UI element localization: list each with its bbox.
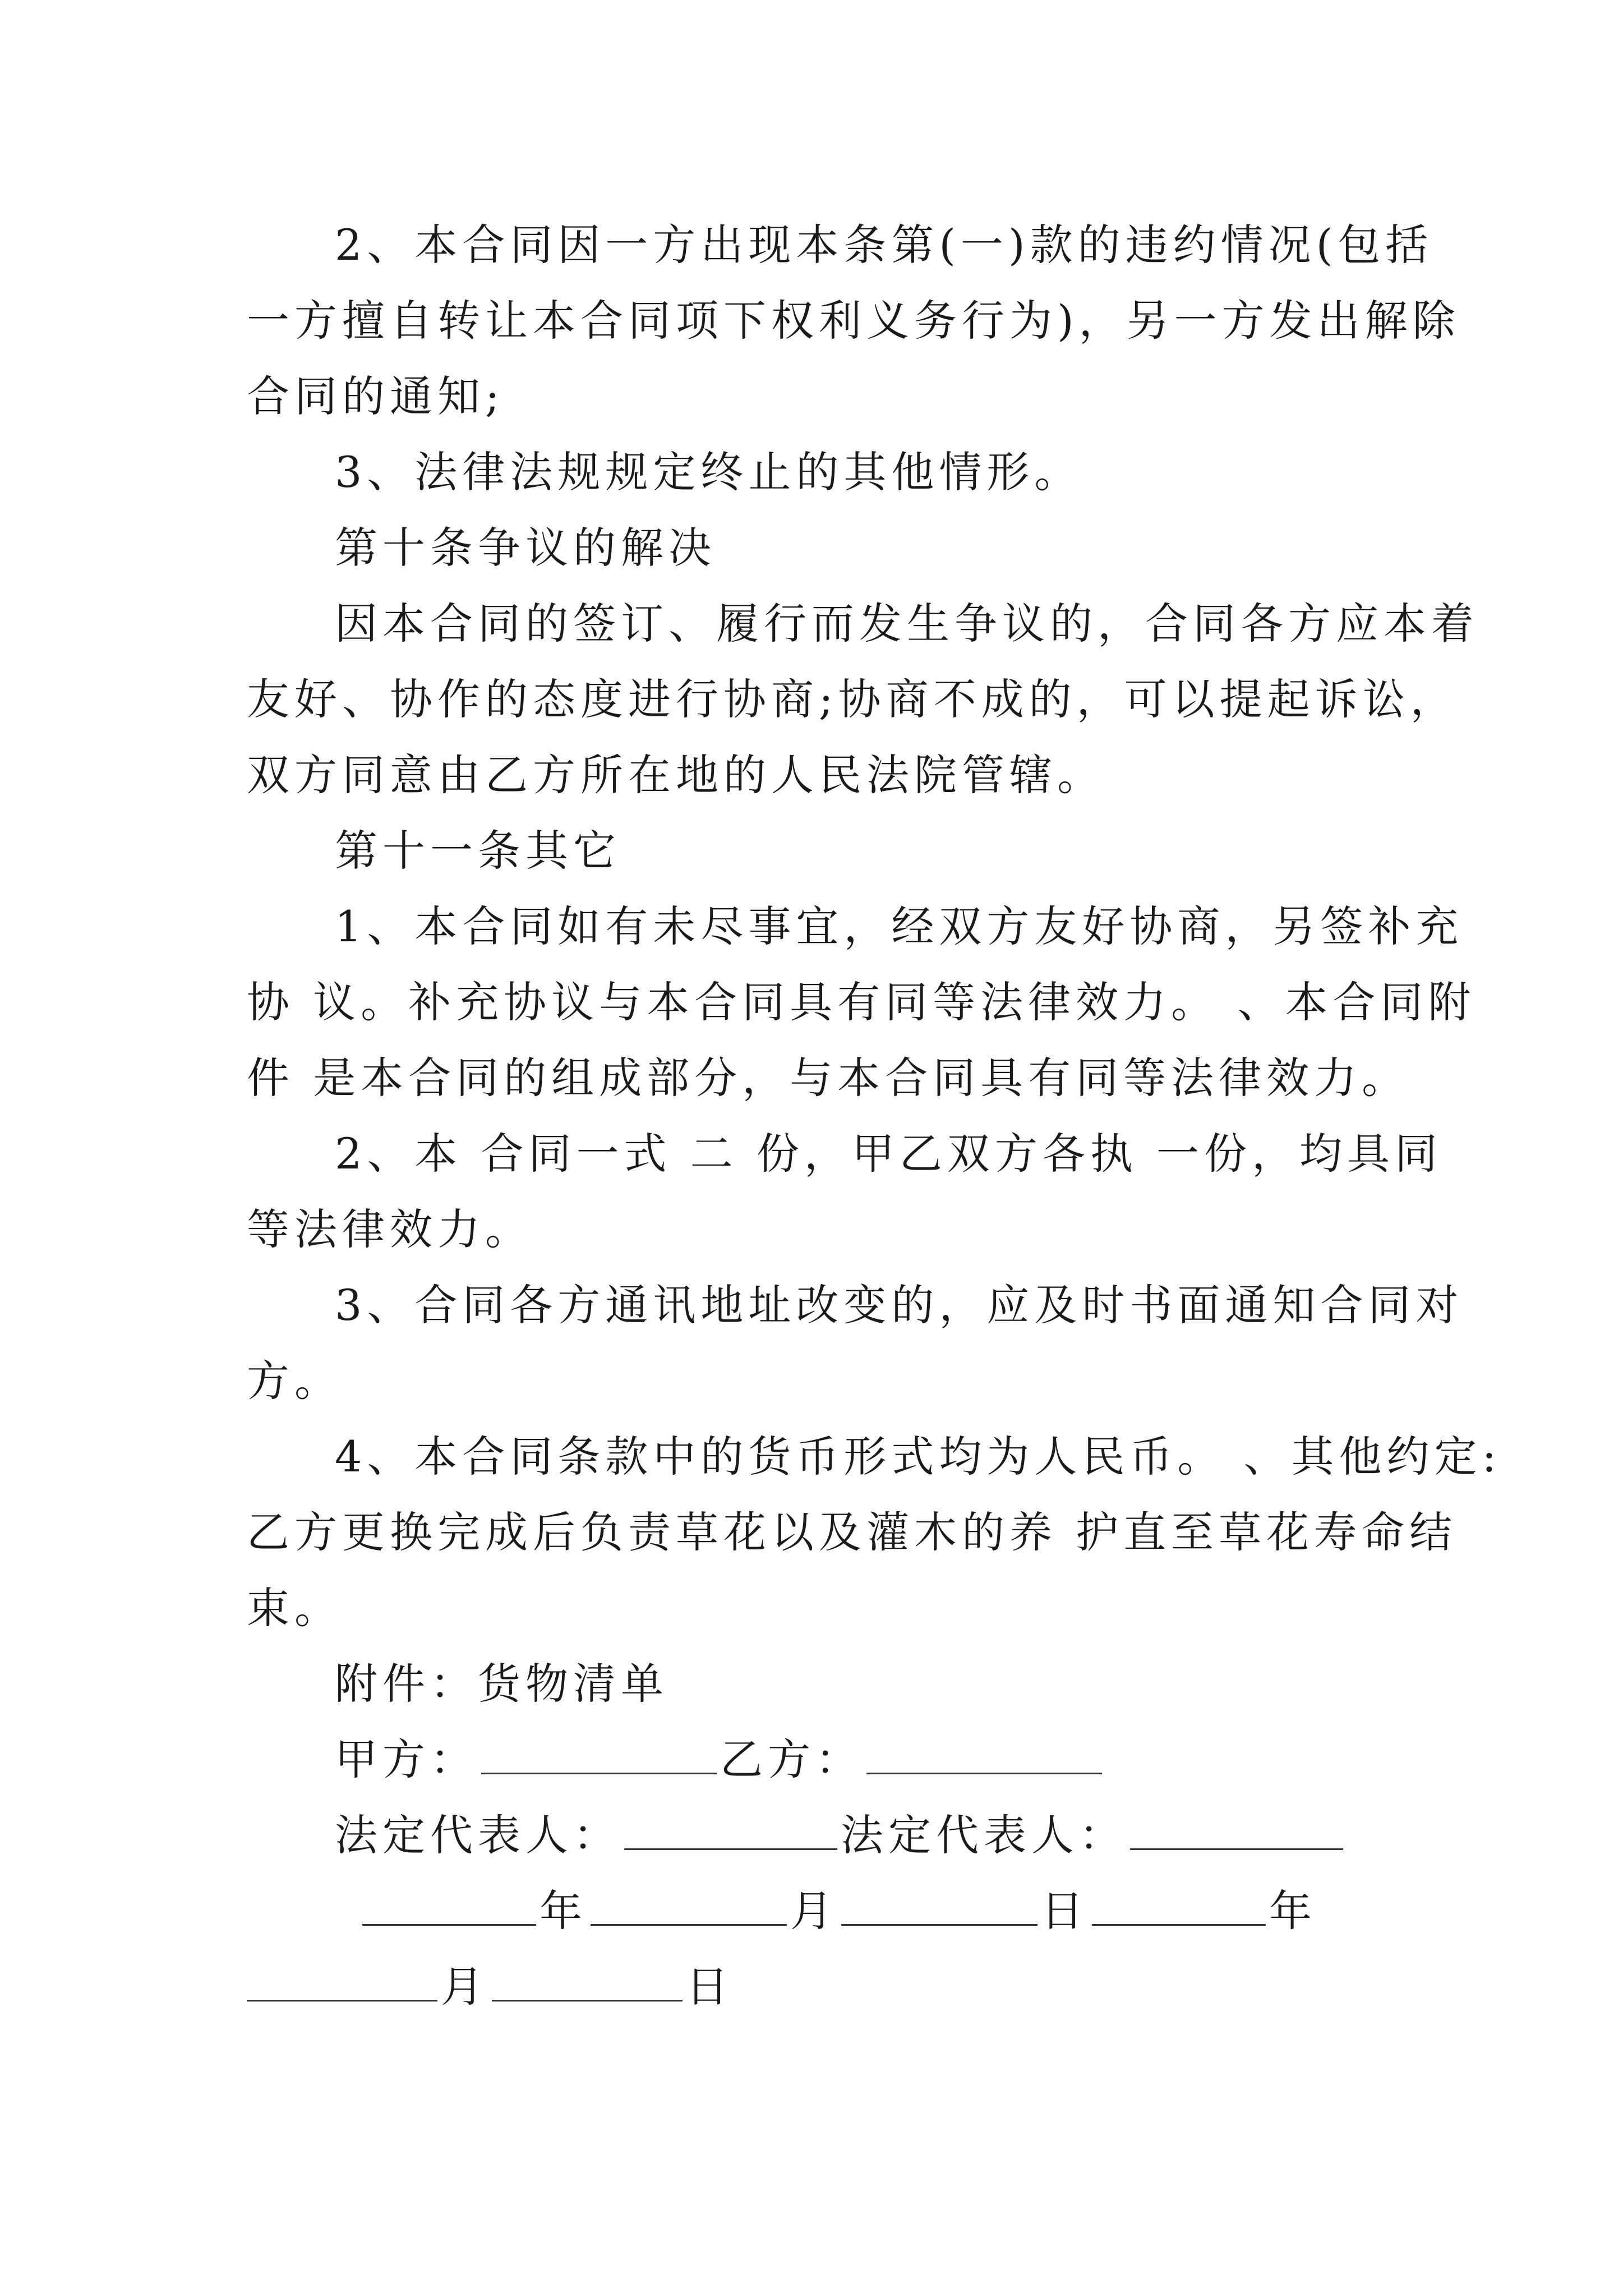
text-line: 件 是本合同的组成部分，与本合同具有同等法律效力。 <box>247 1053 1410 1103</box>
text-line: 3、合同各方通讯地址改变的，应及时书面通知合同对 <box>335 1280 1464 1330</box>
text-line: 1、本合同如有未尽事宜，经双方友好协商，另签补充 <box>335 901 1464 951</box>
text-line: 2、本 合同一式 二 份，甲乙双方各执 一份，均具同 <box>335 1129 1442 1179</box>
month-label: 月 <box>790 1886 838 1936</box>
text-line: 乙方更换完成后负责草花以及灌木的养 护直至草花寿命结 <box>247 1507 1458 1557</box>
party-a-blank <box>481 1738 717 1774</box>
year-label: 年 <box>540 1886 587 1936</box>
year-blank <box>362 1889 536 1926</box>
party-a-label: 甲方： <box>335 1734 478 1784</box>
rep-b-label: 法定代表人： <box>841 1810 1127 1860</box>
party-line <box>335 1734 1105 1785</box>
section-heading: 第十一条其它 <box>335 826 621 876</box>
representative-line <box>335 1810 1347 1861</box>
day-blank <box>841 1889 1038 1926</box>
month-blank-2 <box>247 1965 437 2001</box>
text-line: 束。 <box>247 1583 342 1633</box>
day-label: 日 <box>1041 1886 1089 1936</box>
rep-a-label: 法定代表人： <box>335 1810 621 1860</box>
month-label-2: 月 <box>441 1962 488 2012</box>
day-label-2: 日 <box>686 1962 734 2012</box>
date-line <box>359 1886 1317 1936</box>
text-line: 等法律效力。 <box>247 1204 533 1254</box>
text-line: 方。 <box>247 1356 342 1406</box>
text-line: 合同的通知; <box>247 371 505 421</box>
party-b-blank <box>866 1738 1102 1774</box>
section-heading: 第十条争议的解决 <box>335 523 716 573</box>
rep-a-blank <box>624 1814 837 1850</box>
text-line: 一方擅自转让本合同项下权利义务行为)，另一方发出解除 <box>247 296 1460 346</box>
rep-b-blank <box>1130 1814 1343 1850</box>
text-line: 协 议。补充协议与本合同具有同等法律效力。 、本合同附 <box>247 977 1476 1027</box>
year-label-2: 年 <box>1269 1886 1317 1936</box>
month-blank <box>591 1889 787 1926</box>
text-line: 友好、协作的态度进行协商;协商不成的，可以提起诉讼， <box>247 674 1458 724</box>
day-blank-2 <box>492 1965 683 2001</box>
text-line: 双方同意由乙方所在地的人民法院管辖。 <box>247 750 1105 800</box>
year-blank-2 <box>1092 1889 1266 1926</box>
date-line-2 <box>247 1962 734 2012</box>
party-b-label: 乙方： <box>720 1734 863 1784</box>
text-line: 2、本合同因一方出现本条第(一)款的违约情况(包括 <box>335 220 1433 270</box>
text-line: 因本合同的签订、履行而发生争议的，合同各方应本着 <box>335 599 1479 648</box>
text-line: 3、法律法规规定终止的其他情形。 <box>335 447 1082 497</box>
text-line: 4、本合同条款中的货币形式均为人民币。 、其他约定: <box>335 1432 1502 1481</box>
attachment-line: 附件：货物清单 <box>335 1659 668 1709</box>
